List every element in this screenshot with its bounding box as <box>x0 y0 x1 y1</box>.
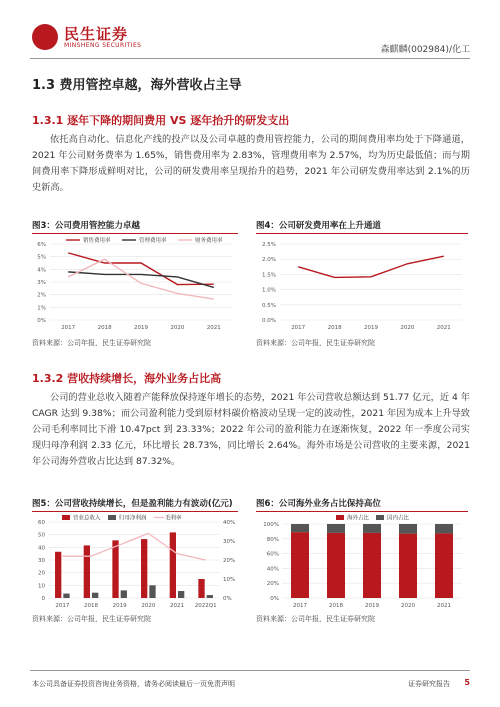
bar-net-profit <box>63 594 69 598</box>
bar-domestic <box>327 524 345 533</box>
y-tick-label: 3% <box>37 280 46 286</box>
bar-domestic <box>291 524 309 532</box>
y-tick-label: 40% <box>266 566 279 573</box>
company-ticker: 森麒麟(002984)/化工 <box>380 45 470 55</box>
legend-swatch <box>108 515 116 520</box>
y2-tick-label: 10% <box>223 577 236 583</box>
figure-6 <box>256 498 468 614</box>
legend-label: 毛利率 <box>165 515 182 522</box>
x-tick-label: 2019 <box>112 603 127 609</box>
footer-disclaimer: 本公司具备证券投资咨询业务资格，请务必阅读最后一页免责声明 <box>32 680 235 688</box>
legend-swatch <box>336 515 344 520</box>
header-divider <box>30 58 470 59</box>
legend-label: 归母净利润 <box>119 515 147 522</box>
x-tick-label: 2022Q1 <box>194 603 217 609</box>
figure-4 <box>256 220 468 338</box>
figure-3-title: 图3：公司费用管控能力卓越 <box>32 220 238 234</box>
legend-swatch <box>376 515 384 520</box>
x-tick-label: 2018 <box>84 603 98 609</box>
x-tick-label: 2019 <box>364 325 378 331</box>
y-tick-label: 80% <box>266 536 279 543</box>
x-tick-label: 2017 <box>293 603 307 609</box>
figure-3-source: 资料来源：公司年报，民生证券研究院 <box>32 339 151 347</box>
x-tick-label: 2020 <box>401 603 415 609</box>
figure-4-chart <box>256 234 468 334</box>
bar-net-profit <box>92 593 98 598</box>
footer-label: 证券研究报告 <box>408 680 450 688</box>
legend-label: 管理费用率 <box>139 238 167 244</box>
y-tick-label: 0% <box>37 318 46 324</box>
bar-net-profit <box>178 591 184 598</box>
x-tick-label: 2021 <box>206 325 221 331</box>
y-tick-label: 50 <box>38 532 45 539</box>
y-tick-label: 60% <box>266 551 279 558</box>
bar-net-profit <box>121 590 127 598</box>
bar-overseas <box>399 534 417 598</box>
page-number: 5 <box>464 678 470 687</box>
figure-3 <box>32 220 238 338</box>
y-tick-label: 20% <box>266 581 279 588</box>
figure-6-title: 图6：公司海外业务占比保持高位 <box>256 498 468 512</box>
y-tick-label: 5% <box>37 254 46 261</box>
y-tick-label: 1.0% <box>262 287 276 294</box>
x-tick-label: 2020 <box>170 325 185 331</box>
figure-5-chart <box>32 512 238 610</box>
x-tick-label: 2018 <box>97 325 112 331</box>
bar-net-profit <box>207 595 213 598</box>
y-tick-label: 6% <box>37 242 46 248</box>
bar-overseas <box>291 532 309 598</box>
series-line-1 <box>68 253 214 285</box>
y-tick-label: 0% <box>270 596 279 602</box>
paragraph-2: 公司的营业总收入随着产能释放保持逐年增长的态势，2021 年公司营收总额达到 51.77 亿元，近 4 年 CAGR 达到 9.38%；而公司盈利能力受到原材料碳价格波动呈现一定的波动性，2021 年因为成本上升导致公司毛利率同比下滑 10.47pct 到 23.33%；2022 年公司的盈利能力在逐渐恢复，2022 年一季度公司实现归母净利润 2.33 亿元，环比增长 28.73%，同比增长 2.64%。海外市场是公司营收的主要来源，2021 年公司海外营收占比达到 87.32%。 <box>32 392 470 467</box>
logo <box>32 24 152 56</box>
y-tick-label: 1.5% <box>262 272 276 279</box>
logo-icon <box>32 24 58 50</box>
bar-domestic <box>435 524 453 533</box>
legend-label: 国内占比 <box>387 515 410 522</box>
y-tick-label: 1% <box>37 305 46 312</box>
x-tick-label: 2018 <box>329 603 343 609</box>
subsection-title-2: 1.3.2 营收持续增长，海外业务占比高 <box>32 372 222 385</box>
bar-overseas <box>363 533 381 598</box>
figure-3-chart <box>32 234 238 334</box>
series-line-3 <box>68 259 214 299</box>
x-tick-label: 2017 <box>291 325 306 331</box>
y2-tick-label: 40% <box>223 520 236 526</box>
x-tick-label: 2020 <box>400 325 415 331</box>
y-tick-label: 0.0% <box>262 318 276 324</box>
x-tick-label: 2017 <box>55 603 70 609</box>
bar-overseas <box>327 533 345 598</box>
figure-6-source: 资料来源：公司年报，民生证券研究院 <box>256 615 375 623</box>
x-tick-label: 2021 <box>170 603 184 609</box>
y2-tick-label: 30% <box>223 539 236 545</box>
figure-4-source: 资料来源：公司年报，民生证券研究院 <box>256 339 375 347</box>
series-line-2 <box>68 272 214 288</box>
footer-divider <box>30 670 470 671</box>
legend-label: 海外占比 <box>347 515 370 522</box>
x-tick-label: 2017 <box>61 325 76 331</box>
y-tick-label: 4% <box>37 267 46 274</box>
y-tick-label: 0 <box>41 596 45 602</box>
y2-tick-label: 20% <box>223 558 236 564</box>
y-tick-label: 60 <box>38 520 45 526</box>
x-tick-label: 2018 <box>327 325 342 331</box>
logo-text: 民生证券 <box>64 25 129 43</box>
x-tick-label: 2021 <box>437 603 451 609</box>
bar-revenue <box>141 539 147 598</box>
figure-5 <box>32 498 238 614</box>
bar-domestic <box>399 524 417 534</box>
bar-revenue <box>84 545 90 598</box>
y-tick-label: 100% <box>263 522 279 528</box>
y-tick-label: 0.5% <box>262 302 276 309</box>
figure-5-title: 图5：公司营收持续增长，但是盈利能力有波动(亿元) <box>32 498 238 512</box>
y-tick-label: 40 <box>38 545 45 552</box>
legend-label: 销售费用率 <box>83 238 111 244</box>
y-tick-label: 2% <box>37 292 46 299</box>
x-tick-label: 2019 <box>365 603 379 609</box>
figure-6-chart <box>256 512 468 610</box>
bar-revenue <box>112 540 118 598</box>
y2-tick-label: 0% <box>223 596 232 602</box>
bar-revenue <box>55 552 61 598</box>
y-tick-label: 10 <box>38 583 45 590</box>
legend-swatch <box>62 515 70 520</box>
logo-subtext: MINSHENG SECURITIES <box>64 42 142 49</box>
bar-domestic <box>363 524 381 533</box>
subsection-title-1: 1.3.1 逐年下降的期间费用 VS 逐年抬升的研发支出 <box>32 114 290 127</box>
y-tick-label: 2.0% <box>262 257 276 264</box>
x-tick-label: 2021 <box>436 325 451 331</box>
legend-label: 财务费用率 <box>195 238 223 244</box>
y-tick-label: 30 <box>38 558 45 564</box>
x-tick-label: 2019 <box>134 325 148 331</box>
bar-revenue <box>198 579 204 598</box>
figure-4-title: 图4：公司研发费用率在上升通道 <box>256 220 468 234</box>
paragraph-1: 依托高自动化、信息化产线的投产以及公司卓越的费用管控能力，公司的期间费用率均处于下降通道，2021 年公司财务费率为 1.65%，销售费用率为 2.83%，管理费用率为 2.57%，均为历史最低值；而与期间费用率下降形成鲜明对比，公司的研发费用率呈现抬升的趋势，2021 年公司研发费用率达到 2.1%的历史新高。 <box>32 134 470 193</box>
bar-overseas <box>435 533 453 598</box>
y-tick-label: 20 <box>38 570 45 577</box>
figure-5-source: 资料来源：公司年报，民生证券研究院 <box>32 615 151 623</box>
x-tick-label: 2020 <box>141 603 156 609</box>
bar-revenue <box>170 532 176 598</box>
y-tick-label: 2.5% <box>262 242 276 248</box>
legend-label: 营业总收入 <box>73 515 101 522</box>
section-title: 1.3 费用管控卓越，海外营收占主导 <box>32 78 242 93</box>
bar-net-profit <box>149 585 155 598</box>
